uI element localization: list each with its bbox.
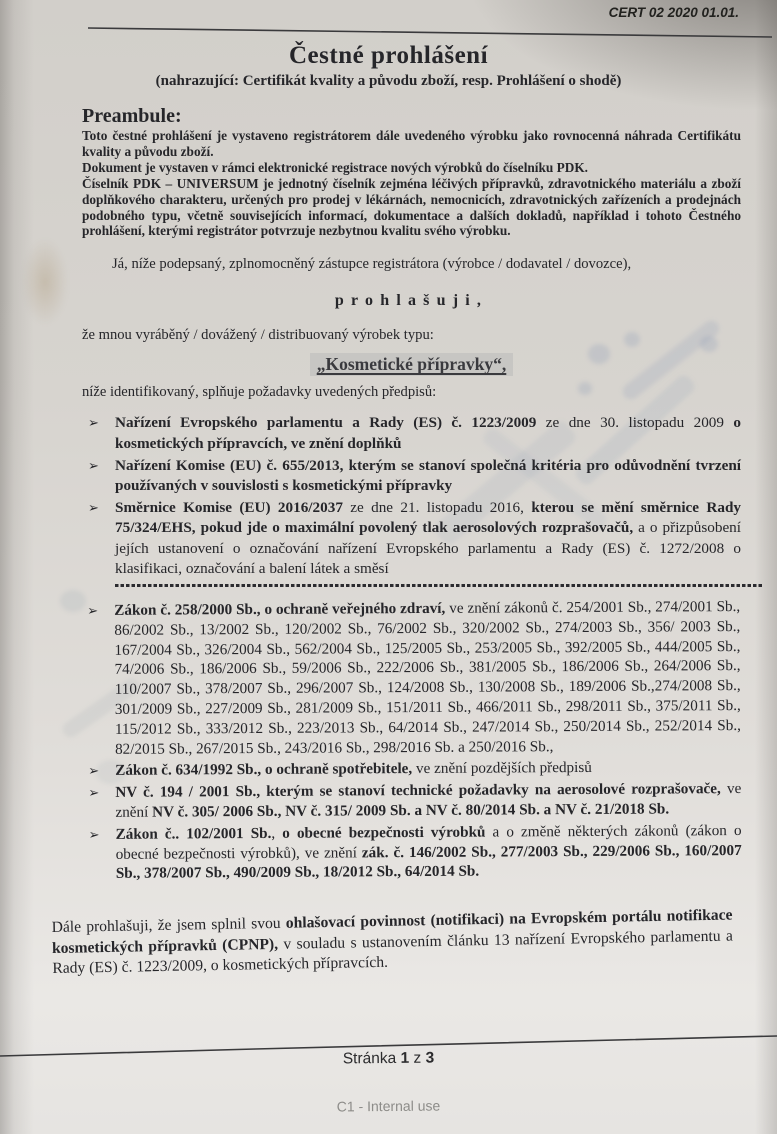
list-item bbox=[88, 498, 741, 579]
list-item bbox=[88, 456, 741, 496]
product-type-highlight: „Kosmetické přípravky“, bbox=[310, 353, 514, 376]
arrow-bullet-icon: ➢ bbox=[87, 602, 99, 618]
document-body bbox=[51, 105, 742, 980]
document-subtitle: (nahrazující: Certifikát kvality a původu zboží, resp. Prohlášení o shodě) bbox=[155, 73, 622, 89]
arrow-bullet-icon: ➢ bbox=[88, 785, 100, 801]
product-line: že mnou vyráběný / dovážený / distribuovaný výrobek typu: bbox=[82, 327, 434, 344]
preamble-paragraph: Dokument je vystaven v rámci elektronické registrace nových výrobků do číselníku PDK. bbox=[82, 159, 588, 175]
preamble-paragraph: Toto čestné prohlášení je vystaveno registrátorem dále uvedeného výrobku jako rovnocenná náhrada Certifikátu kvality a původu zboží. bbox=[82, 128, 741, 159]
document-title: Čestné prohlášení bbox=[288, 42, 489, 69]
arrow-bullet-icon: ➢ bbox=[88, 457, 99, 473]
preamble-paragraph: Číselník PDK – UNIVERSUM je jednotný číselník zejména léčivých přípravků, zdravotnického materiálu a zboží doplňkového charakteru, určených pro prodej v lékárnách, nemocnicích, zdravotnických zařízeních a prodejnách podobného typu, včetně souvisejících informací, dokumentace a dalších dokladů, například i tohoto Čestného prohlášení, kterými registrátor potvrzuje nezbytnou kvalitu svého výrobku. bbox=[82, 175, 741, 239]
list-item bbox=[88, 413, 741, 453]
list-item bbox=[89, 821, 742, 884]
regulation-text: Zákon č. 634/1992 Sb., o ochraně spotřebitele, ve znění pozdějších předpisů bbox=[115, 759, 592, 780]
regulation-text: Zákon č. 258/2000 Sb., o ochraně veřejného zdraví, ve znění zákonů č. 254/2001 Sb., 274/2001 Sb., 86/2002 Sb., 13/2002 Sb., 120/2002 Sb., 76/2002 Sb., 320/2002 Sb., 274/2003 Sb., 356/ 2003 Sb., 167/2004 Sb., 326/2004 Sb., 562/2004 Sb., 125/2005 Sb., 253/2005 Sb., 392/2005 Sb., 444/2005 Sb., 74/2006 Sb., 186/2006 Sb., 59/2006 Sb., 222/2006 Sb., 381/2005 Sb., 186/2006 Sb., 264/2006 Sb., 110/2007 Sb., 378/2007 Sb., 296/2007 Sb., 124/2008 Sb., 130/2008 Sb., 189/2006 Sb.,274/2008 Sb., 301/2009 Sb., 227/2009 Sb., 281/2009 Sb., 151/2011 Sb., 466/2011 Sb., 298/2011 Sb., 375/2011 Sb., 115/2012 Sb., 333/2012 Sb., 223/2013 Sb., 64/2014 Sb., 247/2014 Sb., 250/2014 Sb., 252/2014 Sb., 82/2015 Sb., 267/2015 Sb., 243/2016 Sb., 298/2016 Sb. a 250/2016 Sb., bbox=[114, 597, 741, 758]
arrow-bullet-icon: ➢ bbox=[88, 415, 99, 431]
header-rule bbox=[0, 0, 777, 60]
list-item bbox=[88, 779, 741, 823]
arrow-bullet-icon: ➢ bbox=[88, 500, 99, 516]
list-item bbox=[87, 597, 741, 759]
cz-laws-list bbox=[87, 597, 742, 884]
regulation-text: Zákon č.. 102/2001 Sb., o obecné bezpečnosti výrobků a o změně některých zákonů (zákon o obecné bezpečnosti výrobků), ve znění zák. č. 146/2002 Sb., 277/2003 Sb., 229/2006 Sb., 160/2007 Sb., 378/2007 Sb., 490/2009 Sb., 18/2012 Sb., 64/2014 Sb. bbox=[115, 821, 742, 883]
regulation-text: Směrnice Komise (EU) 2016/2037 ze dne 21. listopadu 2016, kterou se mění směrnice Rady 75/324/EHS, pokud jde o maximální povolený tlak aerosolových rozprašovačů, a o přizpůsobení jejích ustanovení o označování nařízení Evropského parlamentu a Rady (ES) č. 1272/2008 o klasifikaci, označování a balení látek a směsí bbox=[115, 499, 741, 577]
regulation-text: NV č. 194 / 2001 Sb., kterým se stanoví technické požadavky na aerosolové rozprašovače, ve znění NV č. 305/ 2006 Sb., NV č. 315/ 2009 Sb. a NV č. 80/2014 Sb. a NV č. 21/2018 Sb. bbox=[115, 780, 742, 821]
declaration-intro: Já, níže podepsaný, zplnomocněný zástupce registrátora (výrobce / dodavatel / dovozce), bbox=[112, 256, 632, 273]
regulation-text: Nařízení Komise (EU) č. 655/2013, kterým se stanoví společná kritéria pro odůvodnění tvrzení používaných v souvislosti s kosmetickými přípravky bbox=[115, 456, 741, 494]
page-number-label: Stránka 1 z 3 bbox=[342, 1049, 435, 1068]
regulation-text: Nařízení Evropského parlamentu a Rady (ES) č. 1223/2009 ze dne 30. listopadu 2009 o kosmetických přípravcích, ve znění doplňků bbox=[115, 414, 741, 452]
arrow-bullet-icon: ➢ bbox=[88, 826, 100, 842]
notification-paragraph: Dále prohlašuji, že jsem splnil svou ohlašovací povinnost (notifikaci) na Evropském portálu notifikace kosmetických přípravků (CPNP), v souladu s ustanovením článku 13 nařízení Evropského parlamentu a Rady (ES) č. 1223/2009, o kosmetických přípravcích. bbox=[51, 906, 734, 978]
preamble-heading: Preambule: bbox=[82, 105, 182, 127]
declaration-verb: prohlašuji, bbox=[334, 292, 489, 310]
dashed-separator bbox=[115, 584, 763, 587]
document-code: CERT 02 2020 01.01. bbox=[608, 5, 739, 20]
classification-label: C1 - Internal use bbox=[336, 1097, 441, 1115]
arrow-bullet-icon: ➢ bbox=[88, 763, 100, 779]
eu-regulations-list bbox=[88, 413, 741, 579]
preamble-text bbox=[82, 128, 741, 239]
list-item bbox=[88, 757, 741, 781]
product-type-wrap bbox=[82, 353, 741, 376]
compliance-line: níže identifikovaný, splňuje požadavky uvedených předpisů: bbox=[82, 384, 437, 401]
